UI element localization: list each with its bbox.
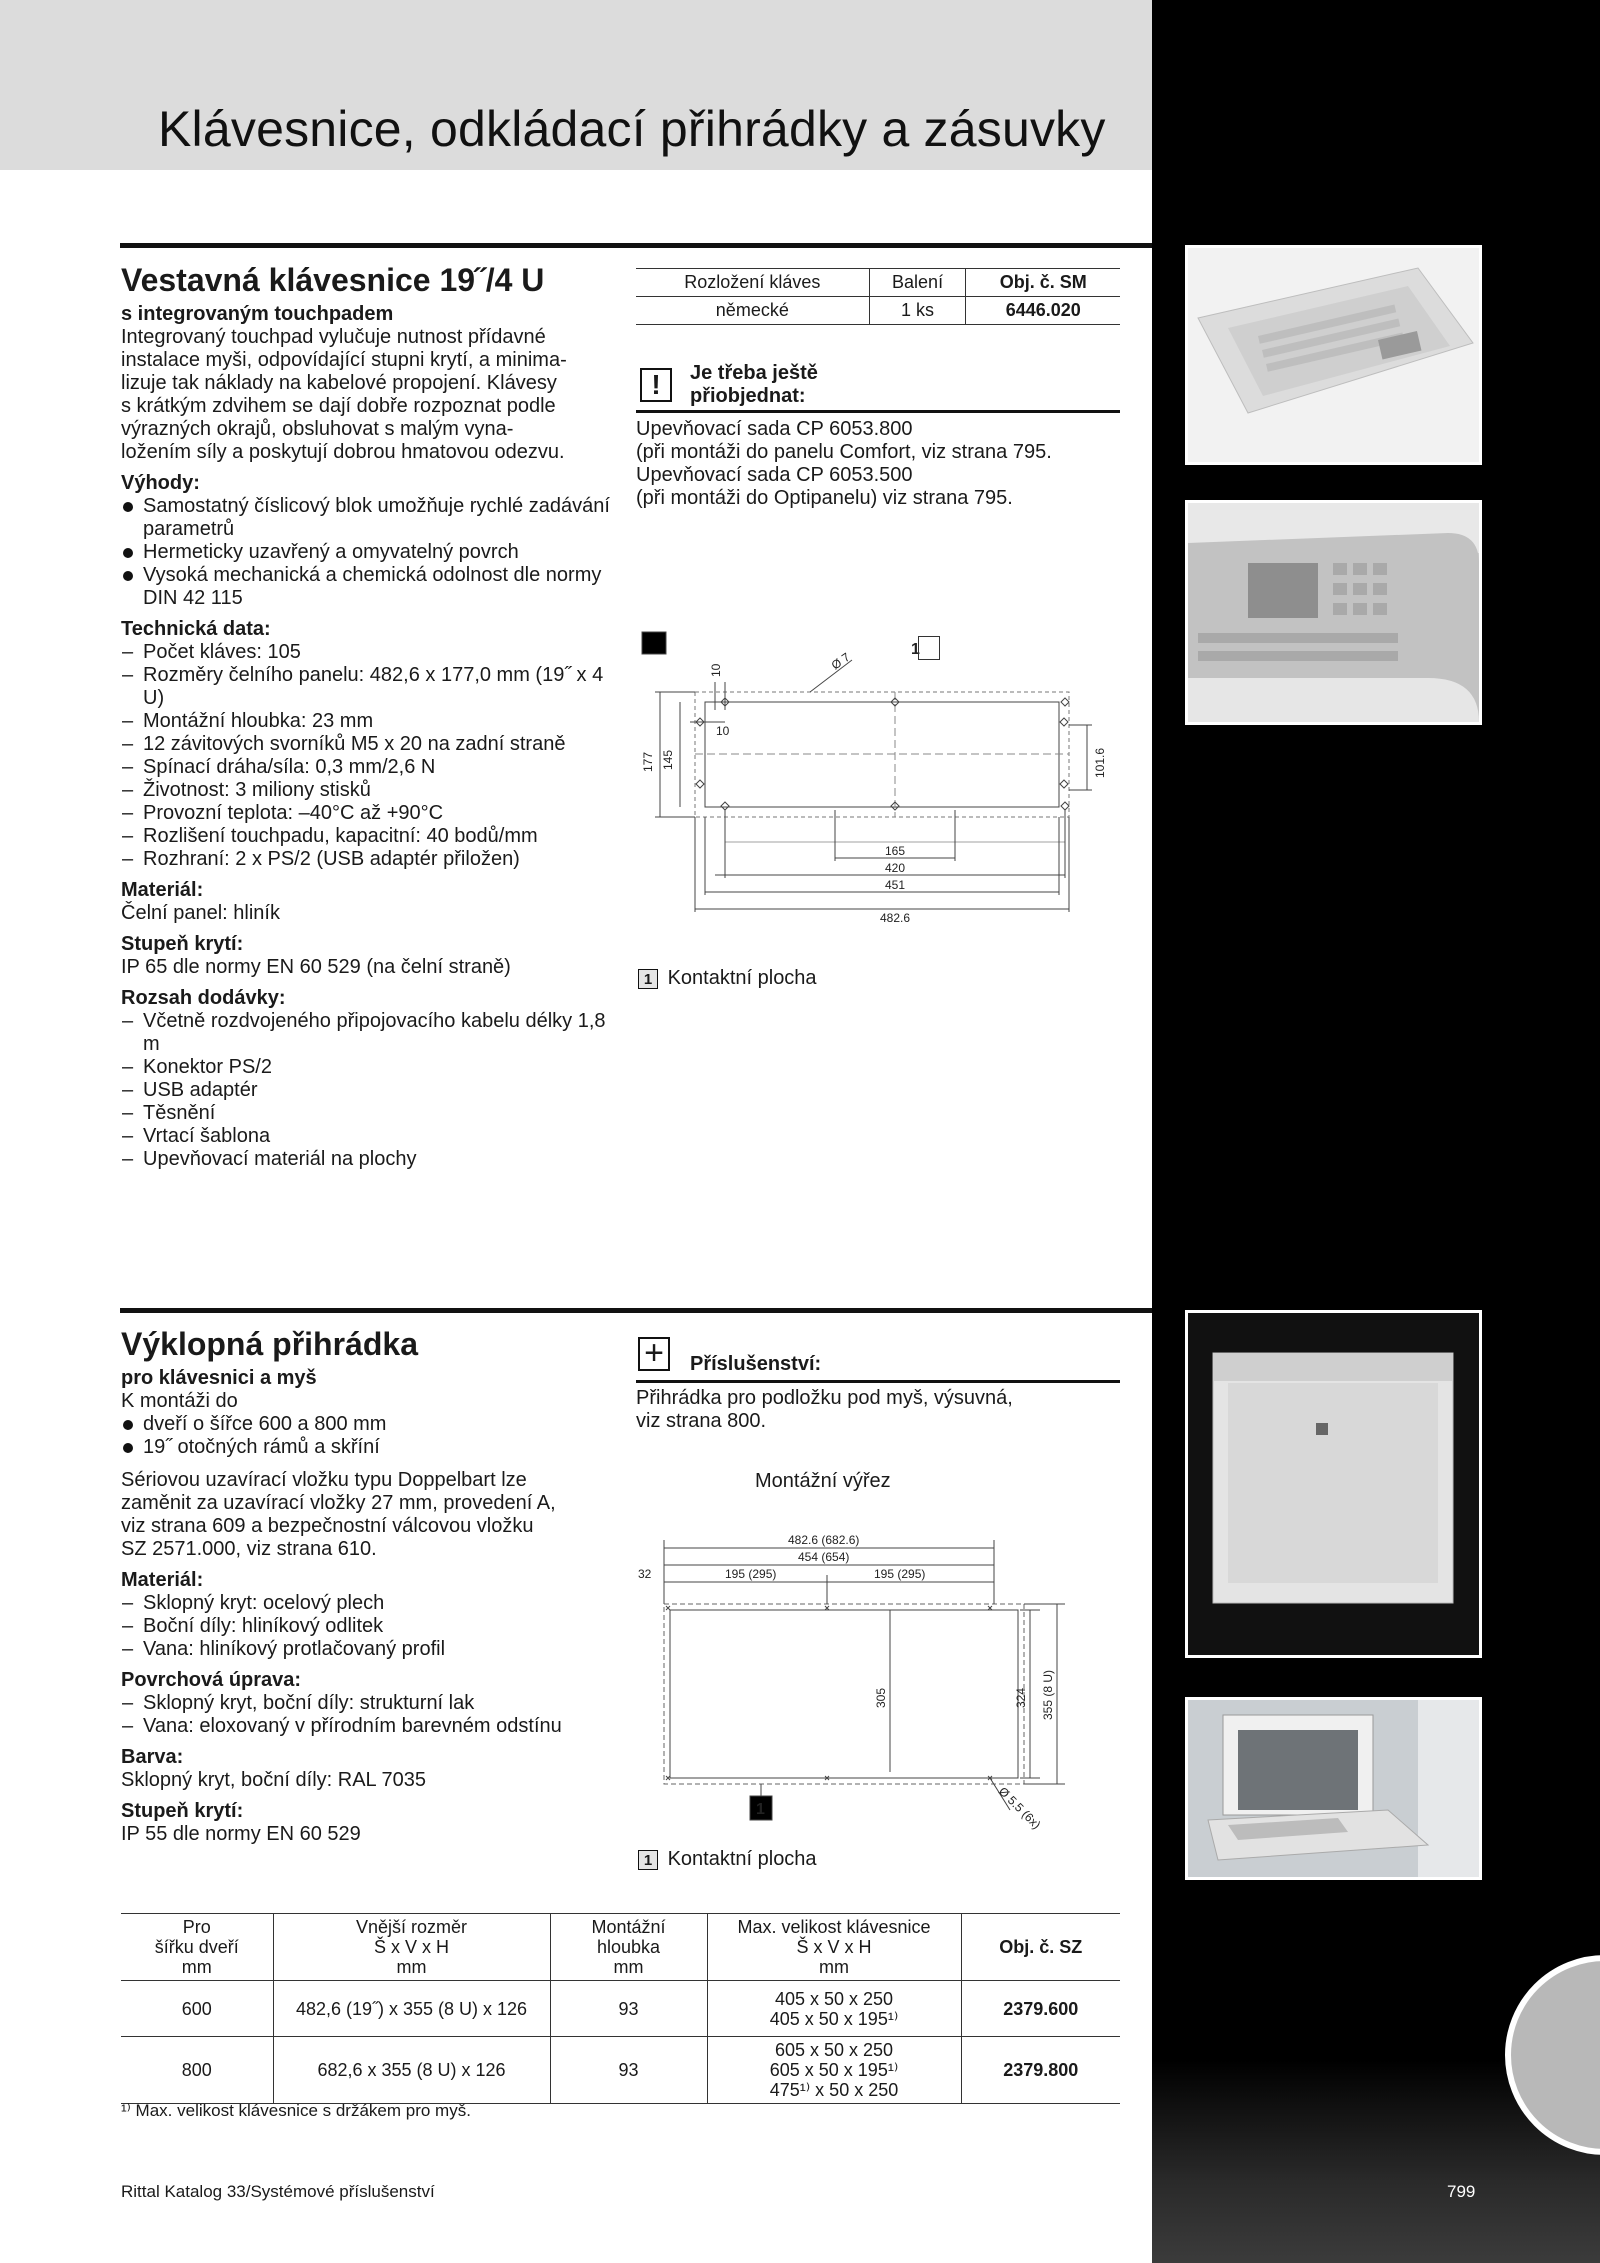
section2-title: Výklopná přihrádka — [121, 1326, 418, 1362]
legend-text: Kontaktní plocha — [667, 967, 817, 989]
section1-title: Vestavná klávesnice 19˝/4 U — [121, 262, 545, 298]
cutout-dimension-drawing — [630, 1510, 1130, 1840]
section2-legend — [638, 1848, 817, 1871]
surface-list — [121, 1692, 621, 1738]
list-item: – Rozlišení touchpadu, kapacitní: 40 bodů/mm — [121, 825, 621, 848]
table-cell: 600 — [121, 1981, 273, 2037]
exclamation-icon: ! — [640, 368, 672, 402]
list-item: – USB adaptér — [121, 1079, 621, 1102]
protection-label: Stupeň krytí: — [121, 1800, 244, 1822]
dim-label: 145 — [661, 749, 675, 770]
table-header: Montážní hloubka mm — [550, 1914, 707, 1981]
drawer-closed-photo — [1185, 1310, 1482, 1658]
keyboard-photo — [1185, 245, 1482, 465]
dim-label: 195 (295) — [874, 1567, 926, 1581]
note-title: Je třeba ještě přiobjednat: — [690, 362, 818, 407]
dim-label: 482.6 (682.6) — [788, 1533, 860, 1547]
material-label: Materiál: — [121, 879, 204, 901]
list-item: – Provozní teplota: –40°C až +90°C — [121, 802, 621, 825]
table-cell: 2379.800 — [961, 2037, 1120, 2104]
callout-box — [918, 636, 940, 660]
dim-label: 10 — [709, 663, 723, 677]
advantages-label: Výhody: — [121, 472, 200, 494]
color-label: Barva: — [121, 1746, 184, 1768]
dim-label: 451 — [885, 878, 906, 892]
page-number: 799 — [1447, 2182, 1476, 2201]
list-item: – Rozměry čelního panelu: 482,6 x 177,0 mm (19˝ x 4 U) — [121, 664, 621, 710]
dim-label: 195 (295) — [725, 1567, 777, 1581]
touchpad-photo — [1185, 500, 1482, 725]
table-header: Obj. č. SZ — [961, 1914, 1120, 1981]
footer-catalog: Rittal Katalog 33/Systémové příslušenství — [121, 2182, 435, 2201]
dim-label: 177 — [641, 751, 655, 772]
protection-value: IP 55 dle normy EN 60 529 — [121, 1823, 361, 1845]
list-item: Samostatný číslicový blok umožňuje rychlé zadávání parametrů — [121, 495, 621, 541]
list-item: – 12 závitových svorníků M5 x 20 na zadní straně — [121, 733, 621, 756]
table-header: Vnější rozměr Š x V x H mm — [273, 1914, 550, 1981]
table-cell: 93 — [550, 2037, 707, 2104]
protection-value: IP 65 dle normy EN 60 529 (na čelní straně) — [121, 956, 511, 978]
table-row — [121, 2037, 1120, 2104]
dim-label: 420 — [885, 861, 906, 875]
note-rule — [636, 410, 1120, 413]
dim-label: 32 — [638, 1567, 652, 1581]
dim-label: 305 — [874, 1687, 888, 1708]
list-item: – Sklopný kryt: ocelový plech — [121, 1592, 621, 1615]
protection-label: Stupeň krytí: — [121, 933, 244, 955]
list-item: – Těsnění — [121, 1102, 621, 1125]
table-row — [121, 1981, 1120, 2037]
section1-rule — [120, 243, 1152, 248]
table-cell: 1 ks — [869, 297, 966, 325]
section2-subtitle: pro klávesnici a myš — [121, 1367, 317, 1389]
advantages-list — [121, 495, 621, 610]
list-item: dveří o šířce 600 a 800 mm — [121, 1413, 621, 1436]
section1-legend — [638, 967, 817, 990]
page-title: Klávesnice, odkládací přihrádky a zásuvky — [158, 101, 1106, 157]
table-cell: 482,6 (19˝) x 355 (8 U) x 126 — [273, 1981, 550, 2037]
list-item: – Vana: hliníkový protlačovaný profil — [121, 1638, 621, 1661]
section2-left — [121, 1326, 621, 1846]
list-item: – Konektor PS/2 — [121, 1056, 621, 1079]
table-footnote: ¹⁾ Max. velikost klávesnice s držákem pro myš. — [121, 2101, 471, 2120]
material-list — [121, 1592, 621, 1661]
surface-label: Povrchová úprava: — [121, 1669, 302, 1691]
dim-label: 10 — [716, 724, 730, 738]
list-item: Hermeticky uzavřený a omyvatelný povrch — [121, 541, 621, 564]
list-item: – Boční díly: hliníkový odlitek — [121, 1615, 621, 1638]
list-item: – Spínací dráha/síla: 0,3 mm/2,6 N — [121, 756, 621, 779]
table-header: Obj. č. SM — [966, 269, 1120, 297]
callout-1: 1 — [756, 1801, 765, 1818]
section1-subtitle: s integrovaným touchpadem — [121, 303, 394, 325]
material-label: Materiál: — [121, 1569, 204, 1591]
list-item: Vysoká mechanická a chemická odolnost dle normy DIN 42 115 — [121, 564, 621, 610]
list-item: – Vana: eloxovaný v přírodním barevném odstínu — [121, 1715, 621, 1738]
legend-number: 1 — [638, 1850, 658, 1870]
list-item: – Vrtací šablona — [121, 1125, 621, 1148]
dim-label: Ø 5.5 (6x) — [995, 1784, 1044, 1832]
callout-1: 1 — [911, 641, 920, 658]
table-cell: 800 — [121, 2037, 273, 2104]
table-cell: 605 x 50 x 250 605 x 50 x 195¹⁾ 475¹⁾ x 50 x 250 — [707, 2037, 961, 2104]
list-item: – Montážní hloubka: 23 mm — [121, 710, 621, 733]
list-item: – Včetně rozdvojeného připojovacího kabelu délky 1,8 m — [121, 1010, 621, 1056]
keyboard-order-table — [636, 268, 1120, 325]
scope-label: Rozsah dodávky: — [121, 987, 286, 1009]
accessories-title: Příslušenství: — [690, 1353, 822, 1375]
list-item: – Upevňovací materiál na plochy — [121, 1148, 621, 1171]
tech-list — [121, 641, 621, 871]
dim-label: 324 — [1014, 1687, 1028, 1708]
table-cell: 6446.020 — [966, 297, 1120, 325]
color-value: Sklopný kryt, boční díly: RAL 7035 — [121, 1769, 426, 1791]
material-value: Čelní panel: hliník — [121, 902, 280, 924]
drawer-order-table — [121, 1913, 1120, 2104]
list-item: – Životnost: 3 miliony stisků — [121, 779, 621, 802]
table-cell: 2379.600 — [961, 1981, 1120, 2037]
list-item: 19˝ otočných rámů a skříní — [121, 1436, 621, 1459]
section1-left — [121, 262, 621, 1171]
lock-text: Sériovou uzavírací vložku typu Doppelbart lze zaměnit za uzavírací vložky 27 mm, provedení A, viz strana 609 a bezpečnostní válcovou vložku SZ 2571.000, viz strana 610. — [121, 1469, 556, 1560]
note-text: Upevňovací sada CP 6053.800 (při montáži do panelu Comfort, viz strana 795. Upevňovací sada CP 6053.500 (při montáži do Optipanelu) viz strana 795. — [636, 418, 1052, 509]
legend-text: Kontaktní plocha — [667, 1848, 817, 1870]
table-header: Rozložení kláves — [636, 269, 869, 297]
tech-label: Technická data: — [121, 618, 271, 640]
list-item: – Sklopný kryt, boční díly: strukturní lak — [121, 1692, 621, 1715]
section2-rule — [120, 1308, 1152, 1313]
table-header: Balení — [869, 269, 966, 297]
accessories-text: Přihrádka pro podložku pod myš, výsuvná, viz strana 800. — [636, 1387, 1013, 1432]
accessories-rule — [636, 1380, 1120, 1383]
dim-label: 454 (654) — [798, 1550, 850, 1564]
table-cell: 93 — [550, 1981, 707, 2037]
list-item: – Rozhraní: 2 x PS/2 (USB adaptér přiložen) — [121, 848, 621, 871]
mount-list — [121, 1413, 621, 1459]
dim-label: 101.6 — [1093, 747, 1107, 778]
dim-label: 482.6 — [880, 911, 911, 925]
table-cell: německé — [636, 297, 869, 325]
dim-label: 165 — [885, 844, 906, 858]
table-cell: 682,6 x 355 (8 U) x 126 — [273, 2037, 550, 2104]
mount-intro: K montáži do — [121, 1390, 238, 1412]
section1-intro: Integrovaný touchpad vylučuje nutnost přídavné instalace myši, odpovídající stupni krytí, a minima- lizuje tak náklady na kabelové propojení. Klávesy s krátkým zdvihem se dají dobře rozpoznat podle výrazných okrajů, obsluhovat s malým vyna- ložením síly a poskytují dobrou hmatovou odezvu. — [121, 326, 567, 463]
list-item: – Počet kláves: 105 — [121, 641, 621, 664]
legend-number: 1 — [638, 969, 658, 989]
table-header: Max. velikost klávesnice Š x V x H mm — [707, 1914, 961, 1981]
dim-label: 355 (8 U) — [1041, 1669, 1055, 1720]
table-header: Pro šířku dveří mm — [121, 1914, 273, 1981]
plus-icon: + — [638, 1337, 670, 1371]
scope-list — [121, 1010, 621, 1171]
keyboard-dimension-drawing — [630, 630, 1130, 940]
dim-label: Ø 7 — [828, 649, 853, 673]
drawer-open-photo — [1185, 1697, 1482, 1880]
drawing-title: Montážní výřez — [755, 1470, 891, 1492]
table-cell: 405 x 50 x 250 405 x 50 x 195¹⁾ — [707, 1981, 961, 2037]
